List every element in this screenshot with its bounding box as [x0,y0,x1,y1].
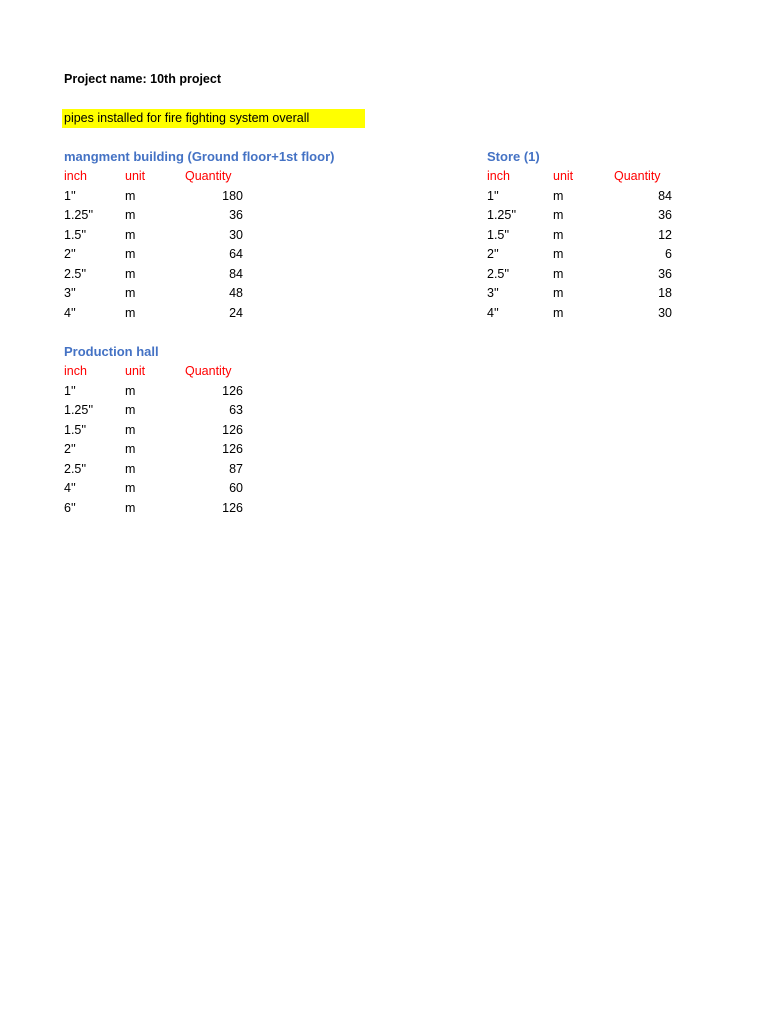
cell-unit: m [125,247,136,261]
header-quantity: Quantity [185,364,232,378]
cell-quantity: 6 [665,247,672,261]
table-row [64,460,243,480]
cell-inch: 2.5'' [64,266,87,281]
cell-inch: 1.5'' [64,422,87,437]
cell-unit: m [125,461,136,476]
cell-unit: m [125,208,136,222]
header-unit: unit [553,169,574,183]
cell-unit: m [553,188,564,203]
cell-unit: m [125,188,136,203]
cell-inch: 1'' [64,188,76,203]
table-row [64,499,243,519]
cell-unit: m [553,305,564,320]
table-row [64,440,243,460]
table-row [64,304,243,324]
section-management-building [64,147,334,323]
cell-inch: 2'' [487,247,499,261]
cell-unit: m [125,481,136,495]
table-row [64,479,243,499]
cell-quantity: 126 [222,383,243,398]
table-row [487,284,672,304]
cell-inch: 1.5'' [64,227,87,242]
cell-quantity: 126 [222,500,243,515]
cell-quantity: 84 [229,266,243,281]
table-row [64,206,243,226]
cell-quantity: 36 [658,208,672,222]
cell-quantity: 126 [222,422,243,437]
cell-inch: 4'' [64,305,76,320]
cell-inch: 2'' [64,247,76,261]
cell-quantity: 180 [222,188,243,203]
cell-inch: 4'' [487,305,499,320]
table-row [64,187,243,207]
section-production-hall [64,342,243,518]
cell-inch: 2'' [64,442,76,456]
cell-unit: m [125,305,136,320]
cell-unit: m [125,227,136,242]
header-inch: inch [64,364,87,378]
project-name: Project name: 10th project [64,72,221,86]
cell-quantity: 30 [229,227,243,242]
cell-quantity: 64 [229,247,243,261]
cell-unit: m [125,266,136,281]
cell-quantity: 24 [229,305,243,320]
cell-unit: m [553,286,564,300]
table-row [64,401,243,421]
cell-unit: m [125,403,136,417]
cell-inch: 1'' [487,188,499,203]
highlighted-note: pipes installed for fire fighting system overall [62,109,365,128]
cell-quantity: 84 [658,188,672,203]
header-unit: unit [125,169,146,183]
header-quantity: Quantity [614,169,661,183]
cell-inch: 1.25'' [64,403,94,417]
cell-inch: 3'' [64,286,76,300]
cell-unit: m [553,208,564,222]
cell-unit: m [125,286,136,300]
cell-quantity: 87 [229,461,243,476]
table-row [487,226,672,246]
pipe-table [64,167,243,323]
pipe-table [487,167,672,323]
cell-quantity: 36 [229,208,243,222]
cell-inch: 2.5'' [487,266,510,281]
header-inch: inch [487,169,510,183]
table-row [487,265,672,285]
section-store-1 [487,147,672,323]
cell-inch: 4'' [64,481,76,495]
cell-unit: m [125,422,136,437]
table-row [487,187,672,207]
cell-quantity: 126 [222,442,243,456]
cell-quantity: 18 [658,286,672,300]
header-inch: inch [64,169,87,183]
cell-quantity: 12 [658,227,672,242]
table-row [64,421,243,441]
table-header-row [64,362,243,382]
table-row [64,245,243,265]
table-row [64,382,243,402]
cell-inch: 1.5'' [487,227,510,242]
table-row [64,284,243,304]
cell-inch: 1.25'' [64,208,94,222]
cell-inch: 1.25'' [487,208,517,222]
cell-inch: 2.5'' [64,461,87,476]
cell-inch: 6'' [64,500,76,515]
pipe-table [64,362,243,518]
cell-unit: m [553,247,564,261]
cell-quantity: 63 [229,403,243,417]
table-row [487,245,672,265]
table-row [487,304,672,324]
table-row [64,226,243,246]
cell-unit: m [125,383,136,398]
header-unit: unit [125,364,146,378]
cell-unit: m [553,266,564,281]
cell-quantity: 30 [658,305,672,320]
table-row [64,265,243,285]
cell-unit: m [553,227,564,242]
cell-inch: 1'' [64,383,76,398]
header-quantity: Quantity [185,169,232,183]
table-header-row [487,167,672,187]
table-header-row [64,167,243,187]
cell-quantity: 60 [229,481,243,495]
table-row [487,206,672,226]
cell-unit: m [125,442,136,456]
section-title: mangment building (Ground floor+1st floor) [64,149,335,164]
cell-unit: m [125,500,136,515]
cell-quantity: 48 [229,286,243,300]
section-title: Production hall [64,344,159,359]
cell-quantity: 36 [658,266,672,281]
section-title: Store (1) [487,149,540,164]
cell-inch: 3'' [487,286,499,300]
